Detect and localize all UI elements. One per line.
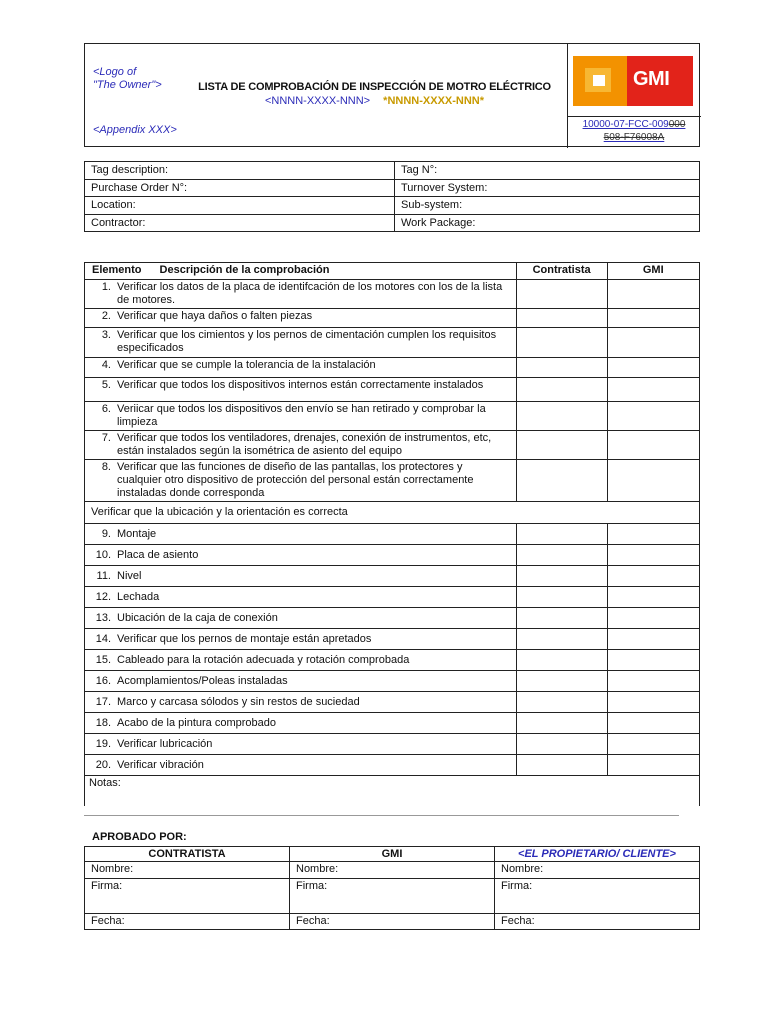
checklist-item-description	[85, 378, 517, 402]
checklist-item-row	[85, 713, 700, 734]
gmi-check-cell[interactable]	[607, 587, 699, 608]
checklist-item-text: Verificar vibración	[117, 758, 204, 771]
approval-title: APROBADO POR:	[92, 831, 187, 843]
approval-header-row	[85, 847, 700, 862]
contratista-nombre-field[interactable]: Nombre:	[85, 862, 290, 879]
gmi-check-cell[interactable]	[607, 650, 699, 671]
checklist-item-row	[85, 692, 700, 713]
appendix-label: <Appendix XXX>	[93, 124, 177, 136]
gmi-fecha-field[interactable]: Fecha:	[290, 914, 495, 930]
gmi-column-header: GMI	[607, 263, 699, 280]
notes-divider	[84, 815, 679, 816]
checklist-item-number: 7.	[101, 432, 111, 444]
owner-logo-line2: "The Owner">	[93, 79, 162, 91]
gmi-check-cell[interactable]	[607, 309, 699, 328]
checklist-item-text: Placa de asiento	[117, 548, 199, 561]
contratista-check-cell[interactable]	[516, 431, 607, 460]
gmi-check-cell[interactable]	[607, 692, 699, 713]
checklist-item-text: Verificar que se cumple la tolerancia de la instalación	[117, 359, 376, 371]
checklist-item-row	[85, 431, 700, 460]
contratista-check-cell[interactable]	[516, 566, 607, 587]
checklist-item-description	[85, 734, 517, 755]
logo-text: GMI	[633, 68, 670, 90]
checklist-item-row	[85, 566, 700, 587]
contratista-header: CONTRATISTA	[85, 847, 290, 862]
checklist-item-row	[85, 650, 700, 671]
checklist-item-text: Acabo de la pintura comprobado	[117, 716, 276, 729]
document-number	[567, 118, 701, 144]
gmi-logo	[573, 56, 693, 106]
checklist-item-text: Verificar que todos los ventiladores, drenajes, conexión de instrumentos, etc, están instalados según la isométrica de asiento del equipo	[117, 432, 492, 457]
checklist-item-number: 4.	[101, 359, 111, 371]
checklist-item-number: 11.	[96, 569, 111, 582]
logo-square-inner	[593, 75, 605, 86]
checklist-item-number: 6.	[101, 403, 111, 415]
checklist-item-number: 20.	[95, 758, 111, 771]
checklist-item-row	[85, 280, 700, 309]
owner-firma-field[interactable]: Firma:	[495, 879, 700, 914]
checklist-item-description	[85, 566, 517, 587]
checklist-item-text: Marco y carcasa sólodos y sin restos de suciedad	[117, 695, 360, 708]
docnum-line1-strike: 000	[668, 119, 686, 130]
checklist-item-text: Verificar que todos los dispositivos internos están correctamente instalados	[117, 379, 484, 391]
checklist-item-row	[85, 587, 700, 608]
checklist-item-description	[85, 328, 517, 358]
location-field[interactable]: Location:	[85, 197, 395, 215]
checklist-item-text: Montaje	[117, 527, 157, 540]
checklist-item-number: 2.	[101, 310, 111, 322]
gmi-check-cell[interactable]	[607, 358, 699, 378]
checklist-item-row	[85, 358, 700, 378]
descripcion-header: Descripción de la comprobación	[159, 264, 330, 276]
checklist-item-row	[85, 755, 700, 776]
contratista-check-cell[interactable]	[516, 587, 607, 608]
owner-fecha-field[interactable]: Fecha:	[495, 914, 700, 930]
contratista-check-cell[interactable]	[516, 713, 607, 734]
checklist-item-row	[85, 608, 700, 629]
checklist-item-text: Cableado para la rotación adecuada y rotación comprobada	[117, 653, 410, 666]
info-row	[85, 197, 700, 215]
checklist-item-number: 15.	[95, 653, 111, 666]
checklist-item-description	[85, 280, 517, 309]
turnover-system-field[interactable]: Turnover System:	[395, 179, 700, 197]
checklist-item-number: 3.	[101, 329, 111, 341]
approval-signature-table	[84, 846, 700, 930]
owner-logo-line1: <Logo of	[93, 66, 137, 78]
checklist-item-row	[85, 328, 700, 358]
checklist-item-description	[85, 431, 517, 460]
checklist-item-number: 17.	[95, 695, 111, 708]
checklist-item-number: 8.	[101, 461, 111, 473]
contratista-firma-field[interactable]: Firma:	[85, 879, 290, 914]
gmi-check-cell[interactable]	[607, 402, 699, 431]
gmi-firma-field[interactable]: Firma:	[290, 879, 495, 914]
checklist-item-number: 12.	[95, 590, 111, 603]
checklist-header-row	[85, 263, 700, 280]
checklist-item-number: 9.	[101, 527, 111, 540]
checklist-item-text: Verificar que haya daños o falten piezas	[117, 310, 313, 322]
gmi-check-cell[interactable]	[607, 755, 699, 776]
checklist-item-description	[85, 524, 517, 545]
checklist-item-text: Veriicar que todos los dispositivos den envío se han retirado y comprobar la limpieza	[117, 403, 486, 428]
equipment-info-table	[84, 161, 700, 232]
contratista-column-header: Contratista	[516, 263, 607, 280]
checklist-item-row	[85, 309, 700, 328]
barcode-placeholder: *NNNN-XXXX-NNN*	[383, 95, 485, 107]
checklist-item-text: Verificar que las funciones de diseño de las pantallas, los protectores y cualquier otro dispositivo de protección del personal están correctamente instaladas donde corresponda	[117, 461, 474, 499]
gmi-check-cell[interactable]	[607, 431, 699, 460]
checklist-item-text: Verificar lubricación	[117, 737, 213, 750]
contratista-check-cell[interactable]	[516, 608, 607, 629]
checklist-item-number: 16.	[95, 674, 111, 687]
contratista-check-cell[interactable]	[516, 378, 607, 402]
checklist-item-number: 10.	[95, 548, 111, 561]
elemento-header: Elemento	[92, 264, 142, 276]
checklist-item-number: 13.	[95, 611, 111, 624]
purchase-order-field[interactable]: Purchase Order N°:	[85, 179, 395, 197]
gmi-check-cell[interactable]	[607, 545, 699, 566]
contratista-fecha-field[interactable]: Fecha:	[85, 914, 290, 930]
contratista-check-cell[interactable]	[516, 755, 607, 776]
checklist-item-description	[85, 309, 517, 328]
checklist-item-description	[85, 629, 517, 650]
gmi-check-cell[interactable]	[607, 608, 699, 629]
checklist-item-row	[85, 460, 700, 502]
checklist-item-row	[85, 378, 700, 402]
docnum-line2-strike: 508-F76008A	[603, 132, 665, 143]
contratista-check-cell[interactable]	[516, 692, 607, 713]
contratista-check-cell[interactable]	[516, 545, 607, 566]
info-row	[85, 214, 700, 232]
checklist-item-description	[85, 358, 517, 378]
checklist-item-row	[85, 629, 700, 650]
gmi-nombre-field[interactable]: Nombre:	[290, 862, 495, 879]
section-text: Verificar que la ubicación y la orientación es correcta	[85, 502, 700, 524]
gmi-check-cell[interactable]	[607, 629, 699, 650]
gmi-check-cell[interactable]	[607, 328, 699, 358]
checklist-item-number: 5.	[101, 379, 111, 391]
checklist-item-description	[85, 587, 517, 608]
checklist-item-text: Verificar que los pernos de montaje están apretados	[117, 632, 372, 645]
checklist-item-text: Verificar que los cimientos y los pernos de cimentación cumplen los requisitos especificados	[117, 329, 497, 354]
checklist-item-text: Ubicación de la caja de conexión	[117, 611, 278, 624]
info-row	[85, 162, 700, 180]
nombre-row	[85, 862, 700, 879]
document-codes	[197, 95, 552, 107]
checklist-item-description	[85, 713, 517, 734]
checklist-item-description	[85, 545, 517, 566]
gmi-check-cell[interactable]	[607, 280, 699, 309]
gmi-header: GMI	[290, 847, 495, 862]
checklist-item-text: Lechada	[117, 590, 160, 603]
contratista-check-cell[interactable]	[516, 402, 607, 431]
notes-field[interactable]	[85, 776, 700, 806]
checklist-item-row	[85, 545, 700, 566]
owner-nombre-field[interactable]: Nombre:	[495, 862, 700, 879]
info-row	[85, 179, 700, 197]
owner-logo-placeholder	[93, 66, 162, 92]
checklist-item-description	[85, 692, 517, 713]
firma-row	[85, 879, 700, 914]
checklist-item-row	[85, 524, 700, 545]
checklist-item-number: 1.	[101, 281, 111, 293]
sub-system-field[interactable]: Sub-system:	[395, 197, 700, 215]
checklist-item-number: 18.	[95, 716, 111, 729]
checklist-item-description	[85, 671, 517, 692]
gmi-check-cell[interactable]	[607, 671, 699, 692]
tag-description-field[interactable]: Tag description:	[85, 162, 395, 180]
contratista-check-cell[interactable]	[516, 524, 607, 545]
checklist-item-description	[85, 755, 517, 776]
code-placeholder: <NNNN-XXXX-NNN>	[264, 95, 371, 107]
header-divider-horizontal	[567, 116, 701, 117]
owner-client-header: <EL PROPIETARIO/ CLIENTE>	[495, 847, 700, 862]
notes-label: Notas:	[89, 777, 121, 789]
checklist-item-number: 19.	[95, 737, 111, 750]
checklist-item-text: Verificar los datos de la placa de identifcación de los motores con los de la lista de motores.	[117, 281, 503, 306]
contratista-check-cell[interactable]	[516, 734, 607, 755]
checklist-item-description	[85, 460, 517, 502]
section-row	[85, 502, 700, 524]
inspection-checklist-table	[84, 262, 700, 806]
gmi-check-cell[interactable]	[607, 734, 699, 755]
checklist-item-number: 14.	[95, 632, 111, 645]
checklist-item-description	[85, 608, 517, 629]
checklist-item-text: Acomplamientos/Poleas instaladas	[117, 674, 288, 687]
gmi-check-cell[interactable]	[607, 713, 699, 734]
gmi-check-cell[interactable]	[607, 460, 699, 502]
contratista-check-cell[interactable]	[516, 358, 607, 378]
tag-number-field[interactable]: Tag N°:	[395, 162, 700, 180]
checklist-item-description	[85, 402, 517, 431]
checklist-item-row	[85, 402, 700, 431]
notes-row	[85, 776, 700, 806]
contractor-field[interactable]: Contractor:	[85, 214, 395, 232]
contratista-check-cell[interactable]	[516, 309, 607, 328]
description-column-header	[85, 263, 517, 280]
docnum-line1: 10000-07-FCC-009	[582, 119, 669, 130]
contratista-check-cell[interactable]	[516, 280, 607, 309]
document-title: LISTA DE COMPROBACIÓN DE INSPECCIÓN DE MOTRO ELÉCTRICO	[198, 81, 551, 93]
gmi-check-cell[interactable]	[607, 524, 699, 545]
checklist-item-text: Nivel	[117, 569, 142, 582]
contratista-check-cell[interactable]	[516, 460, 607, 502]
gmi-check-cell[interactable]	[607, 566, 699, 587]
checklist-item-description	[85, 650, 517, 671]
document-header	[84, 43, 700, 147]
contratista-check-cell[interactable]	[516, 650, 607, 671]
gmi-check-cell[interactable]	[607, 378, 699, 402]
fecha-row	[85, 914, 700, 930]
work-package-field[interactable]: Work Package:	[395, 214, 700, 232]
contratista-check-cell[interactable]	[516, 671, 607, 692]
checklist-item-row	[85, 671, 700, 692]
checklist-item-row	[85, 734, 700, 755]
contratista-check-cell[interactable]	[516, 629, 607, 650]
contratista-check-cell[interactable]	[516, 328, 607, 358]
